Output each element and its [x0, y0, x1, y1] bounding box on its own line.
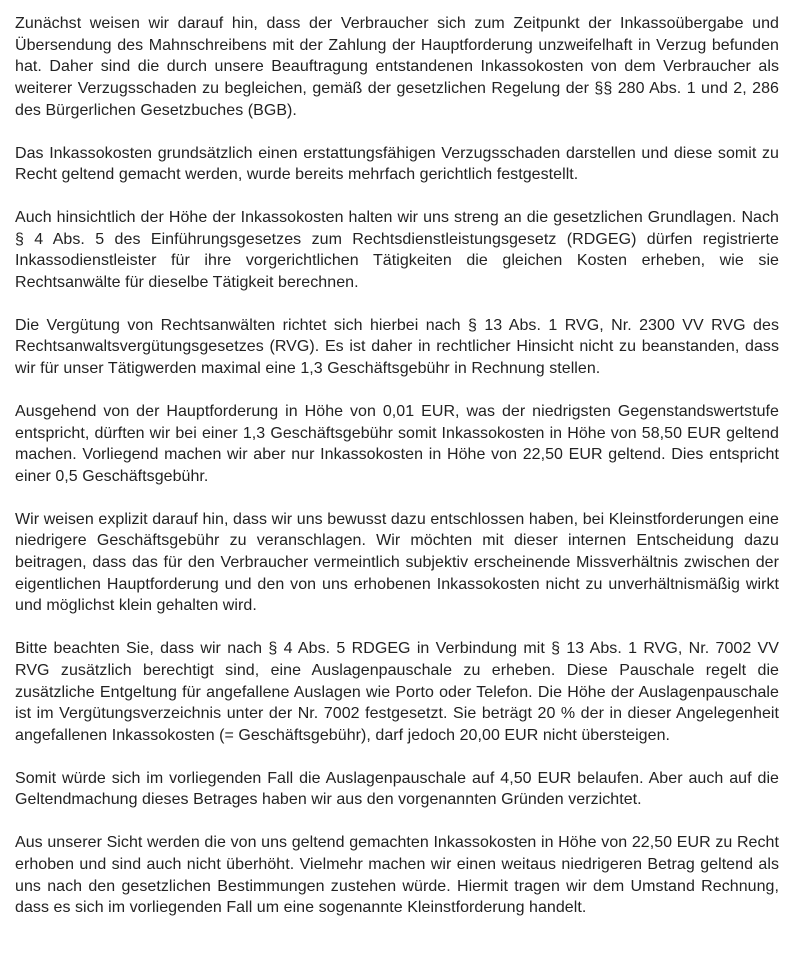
paragraph-verguetung-rvg: Die Vergütung von Rechtsanwälten richtet sich hierbei nach § 13 Abs. 1 RVG, Nr. 2300 VV RVG des Rechtsanwaltsvergütungsgesetzes (RVG). Es ist daher in rechtlicher Hinsicht nicht zu beanstanden, dass wir für unser Tätigwerden maximal eine 1,3 Geschäftsgebühr in Rechnung stellen.: [15, 316, 779, 378]
paragraph-erstattungsfaehig: Das Inkassokosten grundsätzlich einen erstattungsfähigen Verzugsschaden darstellen und diese somit zu Recht geltend gemacht werden, wurde bereits mehrfach gerichtlich festgestellt.: [15, 144, 779, 184]
paragraph-fazit: Aus unserer Sicht werden die von uns geltend gemachten Inkassokosten in Höhe von 22,50 EUR zu Recht erhoben und sind auch nicht überhöht. Vielmehr machen wir einen weitaus niedrigeren Betrag geltend als uns nach den gesetzlichen Bestimmungen zustehen würde. Hiermit tragen wir dem Umstand Rechnung, dass es sich im vorliegenden Fall um eine sogenannte Kleinstforderung handelt.: [15, 834, 779, 917]
paragraph-hauptforderung-berechnung: Ausgehend von der Hauptforderung in Höhe von 0,01 EUR, was der niedrigsten Gegenstandswertstufe entspricht, dürften wir bei einer 1,3 Geschäftsgebühr somit Inkassokosten in Höhe von 58,50 EUR geltend machen. Vorliegend machen wir aber nur Inkassokosten in Höhe von 22,50 EUR geltend. Dies entspricht einer 0,5 Geschäftsgebühr.: [15, 402, 779, 485]
paragraph-verzug-grundlage: Zunächst weisen wir darauf hin, dass der Verbraucher sich zum Zeitpunkt der Inkassoübergabe und Übersendung des Mahnschreibens mit der Zahlung der Hauptforderung unzweifelhaft in Verzug befunden hat. Daher sind die durch unsere Beauftragung entstandenen Inkassokosten von dem Verbraucher als weiterer Verzugsschaden zu begleichen, gemäß der gesetzlichen Regelung der §§ 280 Abs. 1 und 2, 286 des Bürgerlichen Gesetzbuches (BGB).: [15, 15, 779, 119]
paragraph-kleinstforderungen-hinweis: Wir weisen explizit darauf hin, dass wir uns bewusst dazu entschlossen haben, bei Kleinstforderungen eine niedrigere Geschäftsgebühr zu veranschlagen. Wir möchten mit dieser internen Entscheidung dazu beitragen, dass das für den Verbraucher vermeintlich subjektiv erscheinende Missverhältnis zwischen der eigentlichen Hauptforderung und den von uns erhobenen Inkassokosten nicht zu unverhältnismäßig wirkt und möglichst klein gehalten wird.: [15, 510, 779, 615]
paragraph-hoehe-grundlagen: Auch hinsichtlich der Höhe der Inkassokosten halten wir uns streng an die gesetzlichen Grundlagen. Nach § 4 Abs. 5 des Einführungsgesetzes zum Rechtsdienstleistungsgesetz (RDGEG) dürfen registrierte Inkassodienstleister für ihre vorgerichtlichen Tätigkeiten die gleichen Kosten erheben, wie sie Rechtsanwälte für dieselbe Tätigkeit berechnen.: [15, 208, 779, 292]
paragraph-auslagenpauschale: Bitte beachten Sie, dass wir nach § 4 Abs. 5 RDGEG in Verbindung mit § 13 Abs. 1 RVG, Nr. 7002 VV RVG zusätzlich berechtigt sind, eine Auslagenpauschale zu erheben. Diese Pauschale regelt die zusätzliche Entgeltung für angefallene Auslagen wie Porto oder Telefon. Die Höhe der Auslagenpauschale ist im Vergütungsverzeichnis unter der Nr. 7002 festgesetzt. Sie beträgt 20 % der in dieser Angelegenheit angefallenen Inkassokosten (= Geschäftsgebühr), darf jedoch 20,00 EUR nicht übersteigen.: [15, 640, 779, 744]
paragraph-verzicht-pauschale: Somit würde sich im vorliegenden Fall die Auslagenpauschale auf 4,50 EUR belaufen. Aber auch auf die Geltendmachung dieses Betrages haben wir aus den vorgenannten Gründen verzichtet.: [15, 769, 779, 809]
